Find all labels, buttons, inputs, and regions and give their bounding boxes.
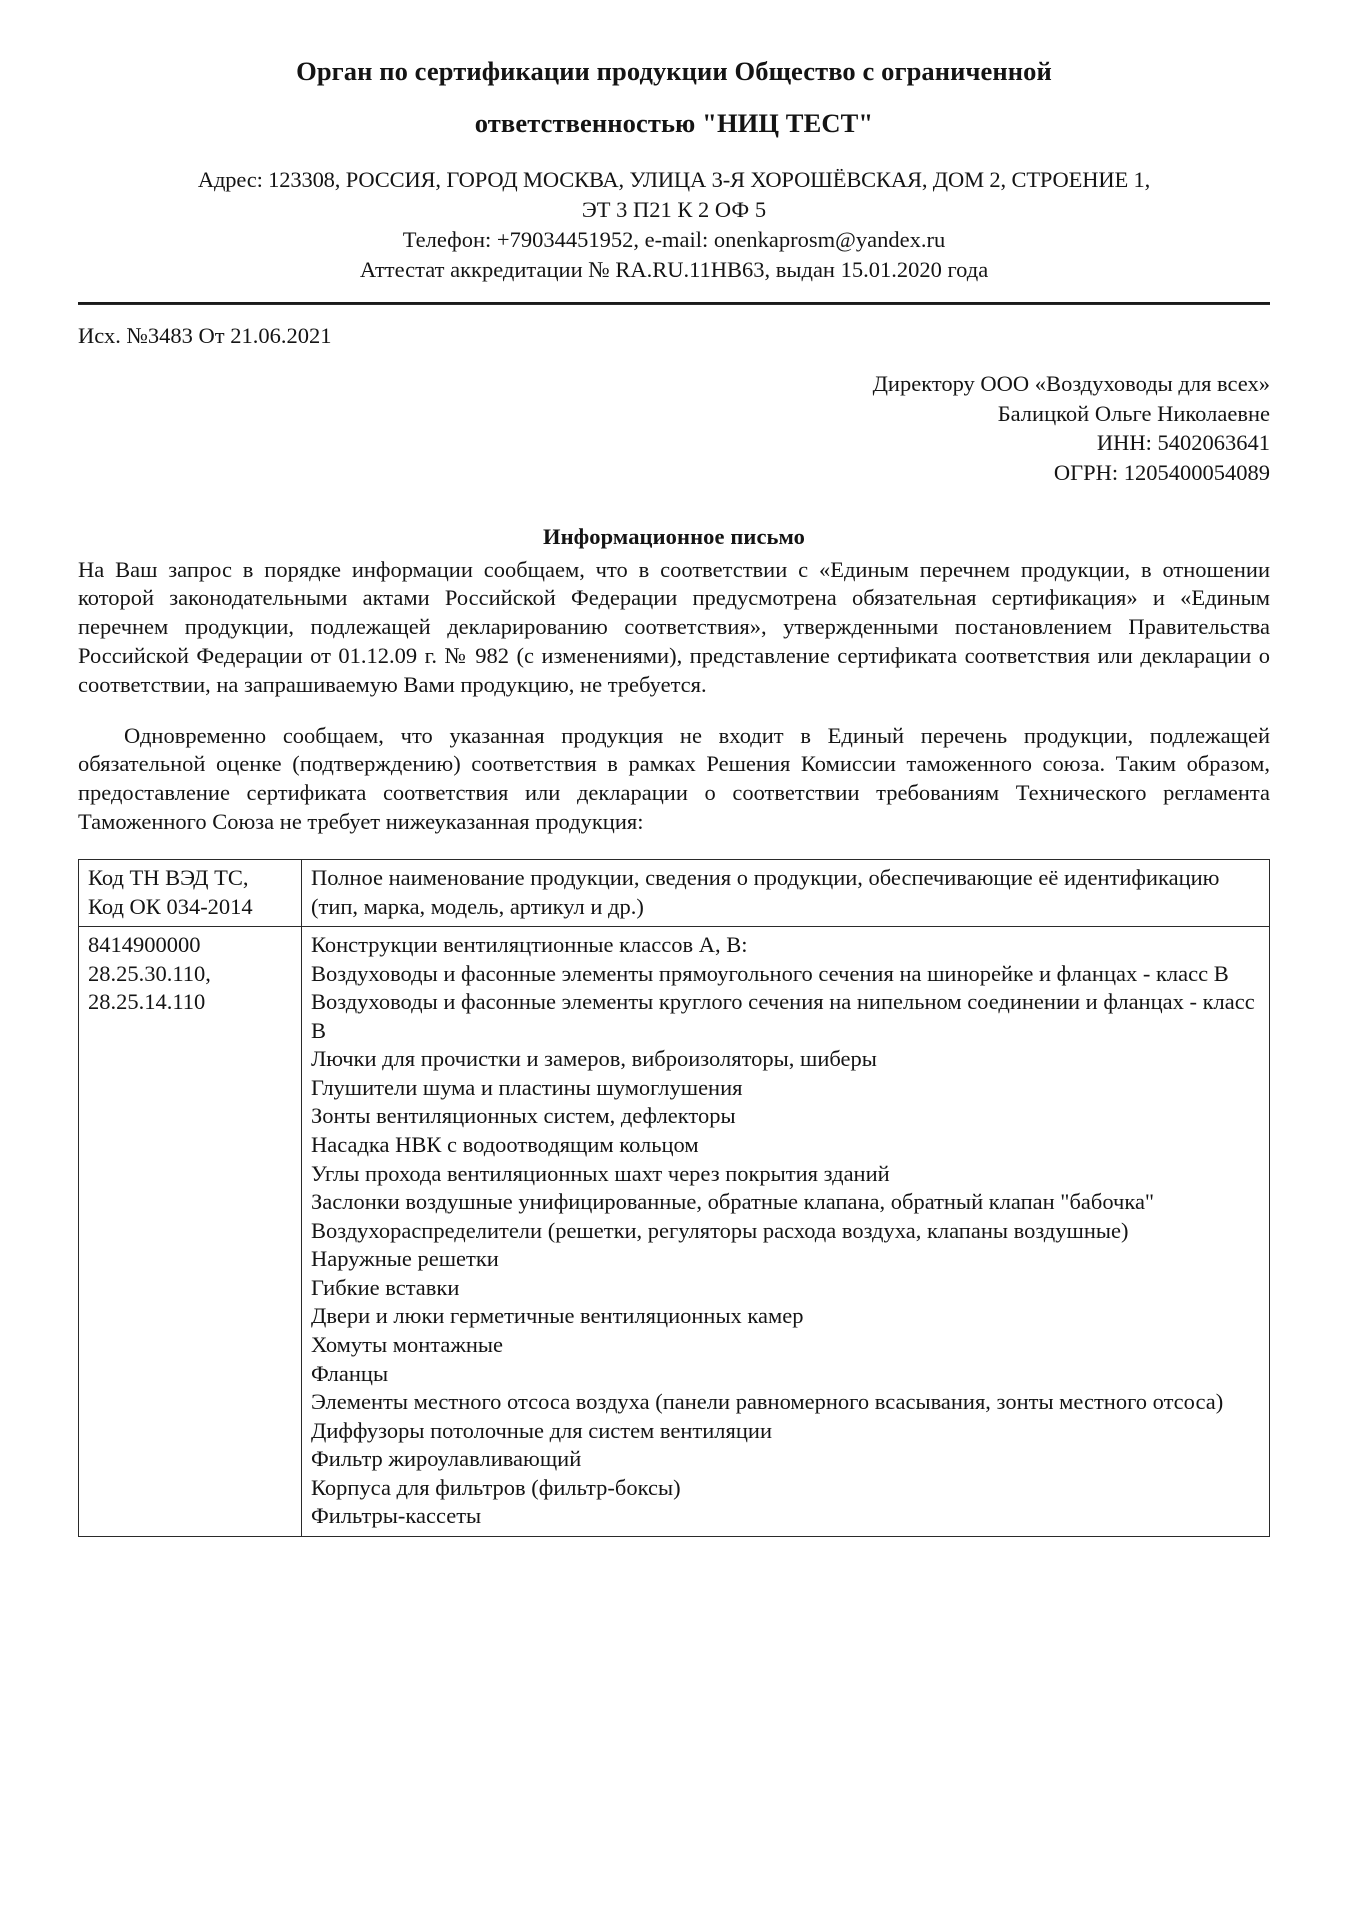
- product-item: Воздухораспределители (решетки, регуляторы расхода воздуха, клапаны воздушные): [311, 1217, 1129, 1243]
- organization-title: [169, 46, 1179, 149]
- product-item: Воздуховоды и фасонные элементы круглого сечения на нипельном соединении и фланцах - класс В: [311, 989, 1255, 1043]
- code-value: 28.25.30.110,: [88, 960, 211, 986]
- product-table: [78, 859, 1270, 1537]
- addressee-block: [78, 369, 1270, 488]
- code-value: 8414900000: [88, 932, 201, 958]
- table-header-name-cell: Полное наименование продукции, сведения о продукции, обеспечивающие её идентификацию (тип, марка, модель, артикул и др.): [302, 859, 1270, 926]
- table-cell-products: [302, 927, 1270, 1537]
- outgoing-reference: Исх. №3483 От 21.06.2021: [78, 323, 332, 349]
- product-item: Углы прохода вентиляционных шахт через покрытия зданий: [311, 1160, 890, 1186]
- product-item: Элементы местного отсоса воздуха (панели равномерного всасывания, зонты местного отсоса): [311, 1389, 1224, 1415]
- accreditation-line: Аттестат аккредитации № RA.RU.11НВ63, выдан 15.01.2020 года: [359, 257, 989, 283]
- product-item: Фильтры-кассеты: [311, 1503, 482, 1529]
- product-item: Насадка НВК с водоотводящим кольцом: [311, 1132, 699, 1158]
- organization-title-line1: Орган по сертификации продукции Общество с ограниченной: [296, 56, 1052, 86]
- address-block: [78, 165, 1270, 285]
- body-paragraph-1: На Ваш запрос в порядке информации сообщаем, что в соответствии с «Единым перечнем продукции, в отношении которой законодательными актами Российской Федерации предусмотрена обязательная сертификация» и «Единым перечнем продукции, подлежащей декларированию соответствия», утвержденными постановлением Правительства Российской Федерации от 01.12.09 г. № 982 (с изменениями), представление сертификата соответствия или декларации о соответствии, на запрашиваемую Вами продукцию, не требуется.: [78, 556, 1270, 697]
- contact-line: Телефон: +79034451952, e-mail: onenkaprosm@yandex.ru: [402, 227, 946, 253]
- organization-title-line2: ответственностью "НИЦ ТЕСТ": [474, 107, 874, 138]
- product-item: Хомуты монтажные: [311, 1331, 504, 1357]
- addressee-inn: ИНН: 5402063641: [1096, 430, 1270, 456]
- code-value: 28.25.14.110: [88, 989, 206, 1015]
- product-item: Зонты вентиляционных систем, дефлекторы: [311, 1103, 736, 1129]
- table-header-row: [79, 859, 1270, 926]
- product-item: Глушители шума и пластины шумоглушения: [311, 1074, 743, 1100]
- product-item: Наружные решетки: [311, 1246, 499, 1272]
- table-cell-codes: [79, 927, 302, 1537]
- product-item: Корпуса для фильтров (фильтр-боксы): [311, 1474, 681, 1500]
- addressee-position-company: Директору ООО «Воздуховоды для всех»: [872, 371, 1270, 397]
- product-item: Заслонки воздушные унифицированные, обратные клапана, обратный клапан "бабочка": [311, 1189, 1155, 1215]
- document-heading: Информационное письмо: [542, 523, 806, 549]
- product-item: Двери и люки герметичные вентиляционных камер: [311, 1303, 804, 1329]
- address-line-2: ЭТ 3 П21 К 2 ОФ 5: [581, 197, 767, 223]
- table-header-code-line1: Код ТН ВЭД ТС,: [88, 864, 249, 890]
- letterhead: [78, 46, 1270, 285]
- product-item: Лючки для прочистки и замеров, виброизоляторы, шиберы: [311, 1046, 877, 1072]
- product-item: Воздуховоды и фасонные элементы прямоугольного сечения на шинорейке и фланцах - класс В: [311, 960, 1229, 986]
- table-row: [79, 927, 1270, 1537]
- addressee-ogrn: ОГРН: 1205400054089: [1053, 460, 1270, 486]
- addressee-name: Балицкой Ольге Николаевне: [997, 400, 1270, 426]
- product-item: Фильтр жироулавливающий: [311, 1446, 582, 1472]
- product-item: Гибкие вставки: [311, 1274, 460, 1300]
- product-list: [311, 931, 1261, 1531]
- header-divider: [78, 302, 1270, 305]
- product-item: Диффузоры потолочные для систем вентиляции: [311, 1417, 773, 1443]
- address-line-1: Адрес: 123308, РОССИЯ, ГОРОД МОСКВА, УЛИЦА 3-Я ХОРОШЁВСКАЯ, ДОМ 2, СТРОЕНИЕ 1,: [197, 167, 1151, 193]
- body-paragraph-2: Одновременно сообщаем, что указанная продукция не входит в Единый перечень продукции, подлежащей обязательной оценке (подтверждению) соответствия в рамках Решения Комиссии таможенного союза. Таким образом, предоставление сертификата соответствия или декларации о соответствии требованиям Технического регламента Таможенного Союза не требует нижеуказанная продукция:: [78, 722, 1270, 834]
- table-header-code-line2: Код ОК 034-2014: [88, 893, 253, 919]
- product-item: Фланцы: [311, 1360, 389, 1386]
- table-header-code-cell: [79, 859, 302, 926]
- product-item: Конструкции вентиляцтионные классов А, В:: [311, 932, 748, 958]
